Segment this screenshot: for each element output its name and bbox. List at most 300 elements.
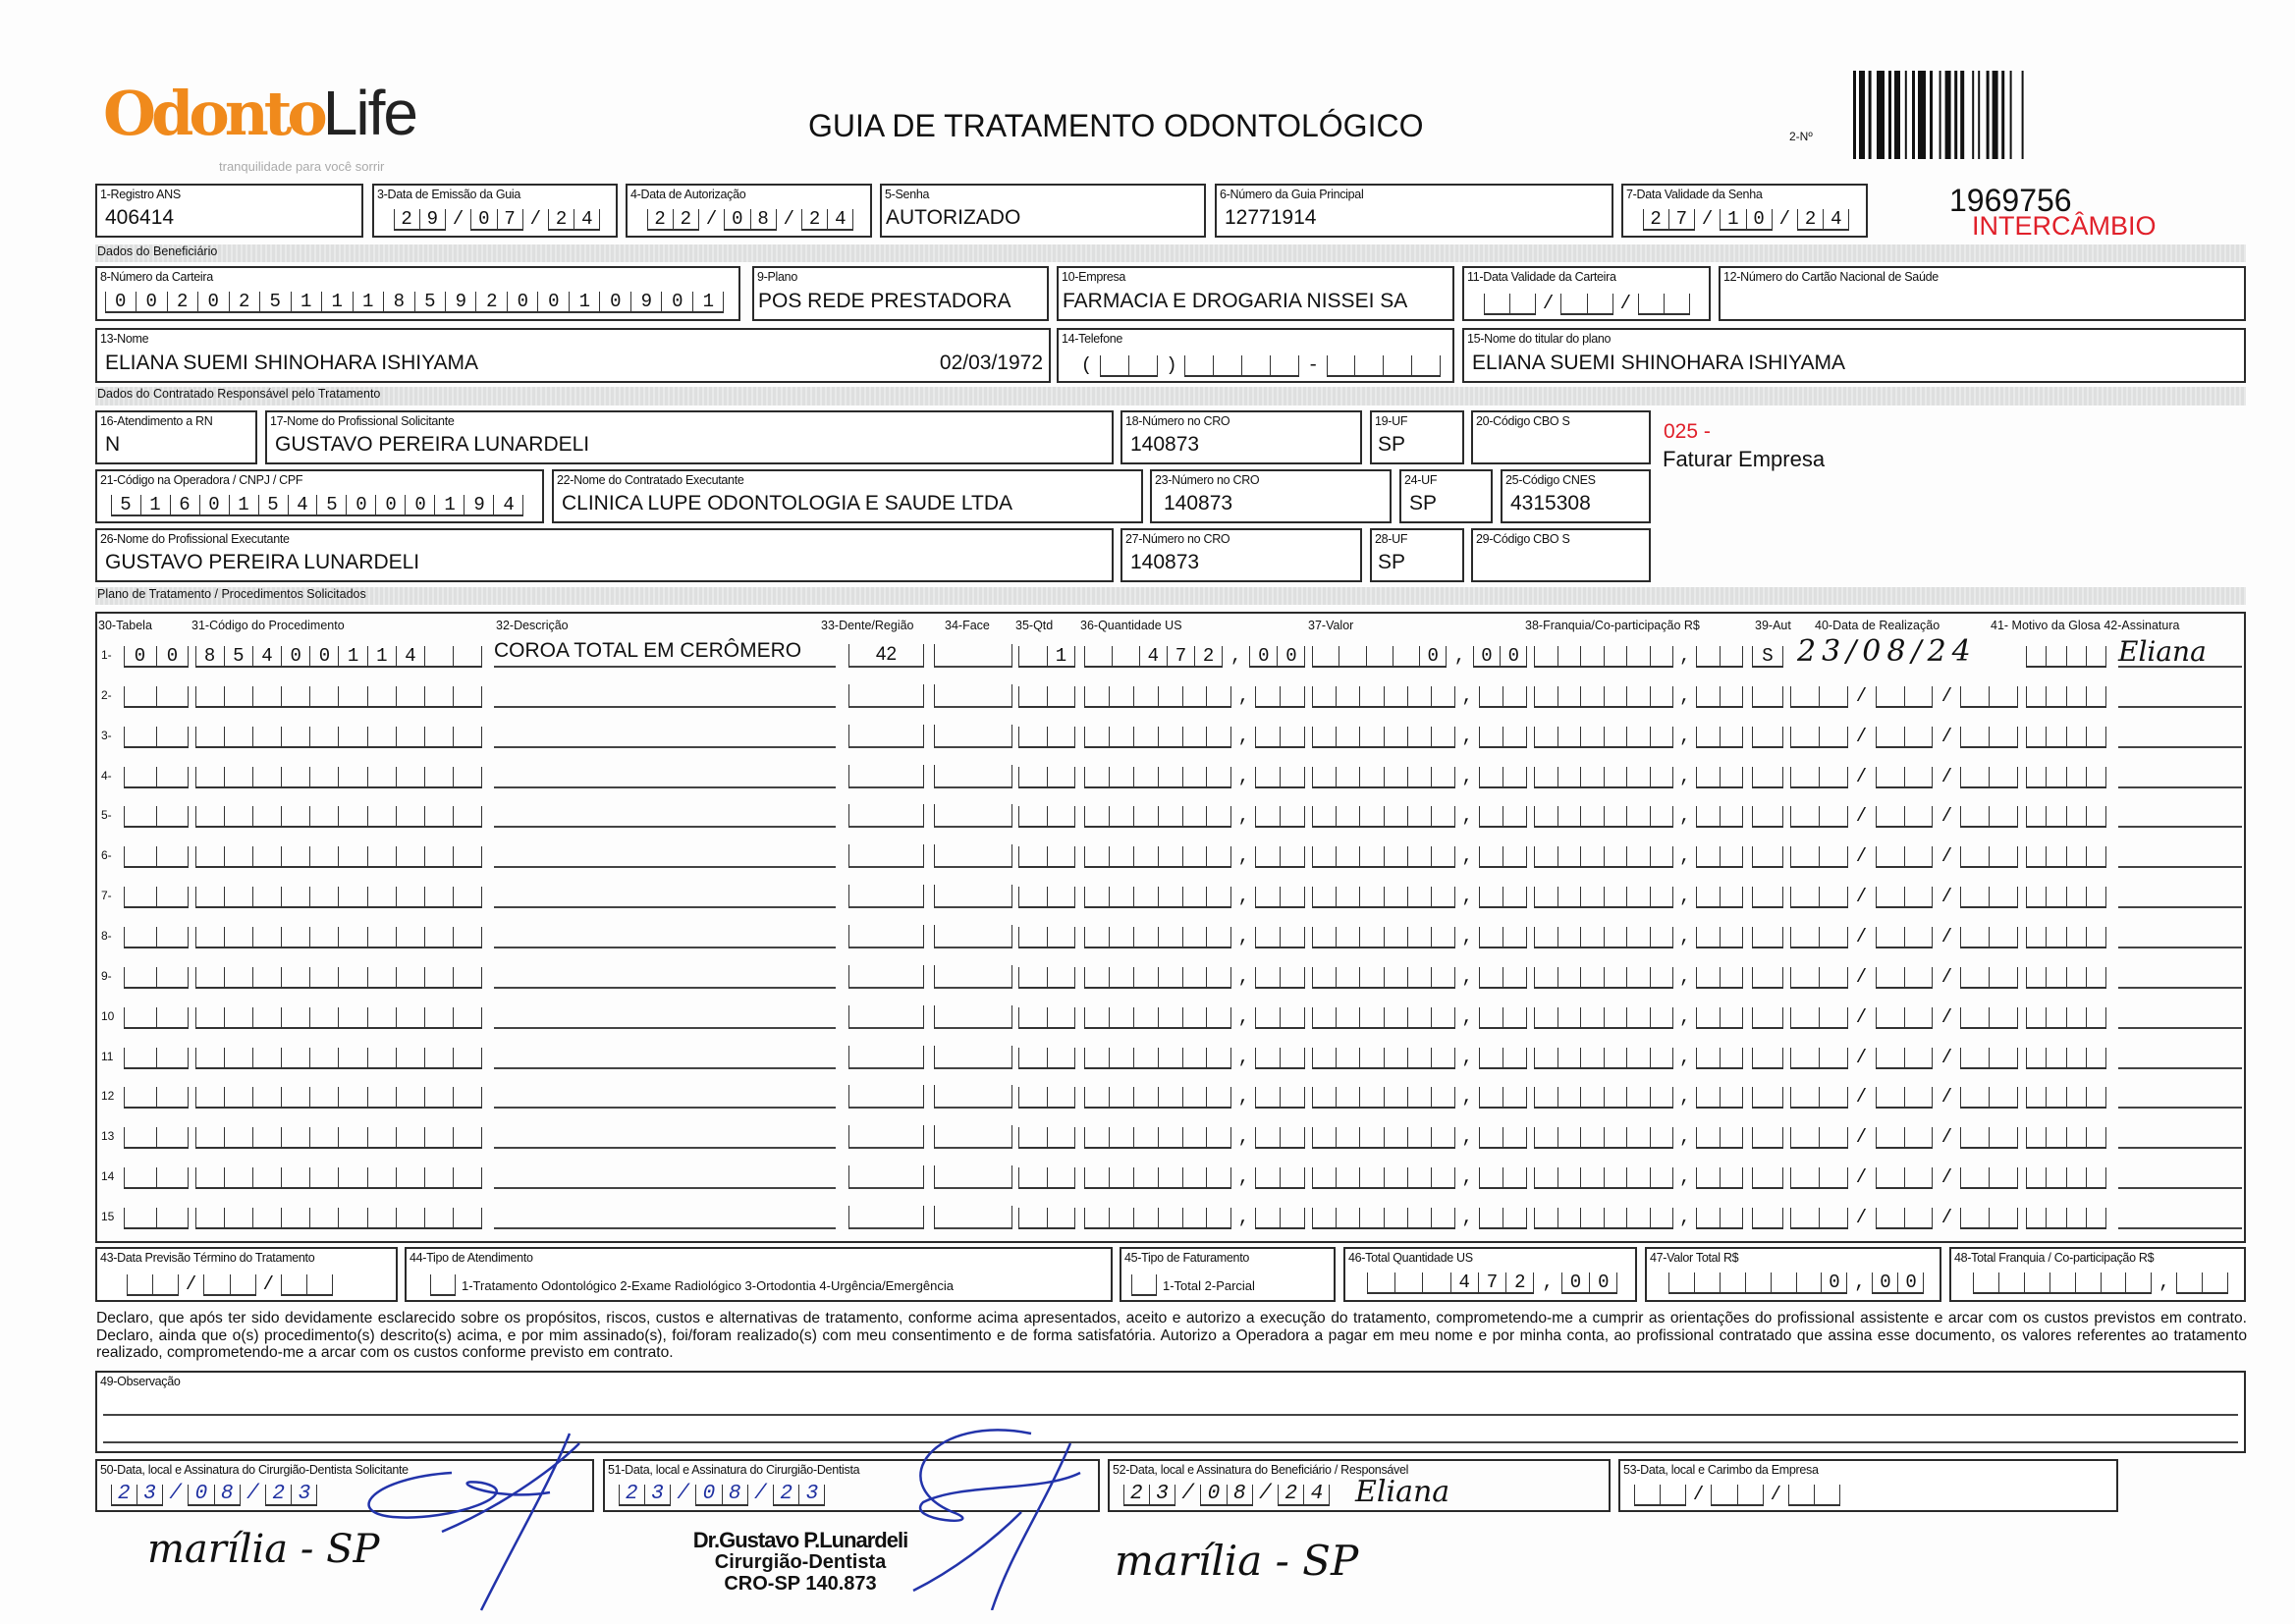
valor-boxes[interactable]	[1312, 1044, 1534, 1069]
authorization-date-field[interactable]	[626, 184, 872, 238]
dente-field[interactable]	[848, 925, 924, 948]
codigo-boxes[interactable]	[195, 923, 482, 948]
amount-boxes	[1668, 1269, 1932, 1294]
cro-18-field[interactable]	[1120, 410, 1362, 464]
barcode-bar	[1912, 71, 1915, 159]
motivo-boxes[interactable]	[2026, 1204, 2106, 1229]
billing-type-box[interactable]	[1131, 1271, 1157, 1296]
dente-field[interactable]	[848, 1005, 924, 1029]
aut-boxes[interactable]	[1752, 1204, 1783, 1229]
us-boxes[interactable]	[1084, 723, 1312, 748]
boxed-value	[1018, 967, 1084, 987]
tabela-boxes[interactable]	[124, 723, 189, 748]
barcode-bar	[1960, 71, 1964, 159]
codigo-boxes[interactable]	[195, 1083, 482, 1109]
tabela-boxes[interactable]	[124, 1044, 189, 1069]
operator-code-field[interactable]	[95, 469, 544, 523]
face-field[interactable]	[934, 644, 1012, 668]
boxed-value	[124, 1007, 199, 1027]
cbo-29-field[interactable]	[1471, 528, 1651, 582]
rn-field[interactable]	[95, 410, 257, 464]
billing-type-field[interactable]	[1120, 1247, 1336, 1302]
valor-boxes[interactable]	[1312, 1204, 1534, 1229]
aut-boxes[interactable]	[1752, 763, 1783, 788]
us-boxes[interactable]	[1084, 1164, 1312, 1189]
tabela-boxes[interactable]	[124, 883, 189, 908]
date-boxes[interactable]	[1790, 723, 2027, 748]
boxed-value: / /	[1798, 926, 2027, 948]
card-validity-field[interactable]	[1462, 266, 1711, 321]
aut-boxes[interactable]	[1752, 1044, 1783, 1069]
senha-field[interactable]	[880, 184, 1206, 238]
tabela-boxes[interactable]	[124, 642, 199, 668]
signature-field[interactable]	[2118, 680, 2242, 708]
plan-field[interactable]	[752, 266, 1049, 321]
qtd-boxes[interactable]	[1018, 1123, 1075, 1149]
boxed-value	[1018, 1087, 1084, 1107]
boxed-value: ,	[1540, 1126, 1750, 1149]
date-boxes[interactable]	[1790, 883, 2027, 908]
row-number: 5-	[101, 808, 112, 823]
motivo-boxes[interactable]	[2026, 963, 2106, 989]
dente-field[interactable]	[848, 804, 924, 828]
dente-field[interactable]	[848, 844, 924, 868]
description-field[interactable]	[494, 680, 836, 708]
aut-boxes[interactable]	[1752, 682, 1783, 708]
row-number: 4-	[101, 768, 112, 783]
franquia-boxes[interactable]	[1534, 923, 1750, 948]
codigo-boxes[interactable]	[195, 1003, 482, 1029]
description-field[interactable]	[494, 1121, 836, 1149]
date-boxes[interactable]	[1790, 842, 2027, 868]
tabela-boxes[interactable]	[124, 1204, 189, 1229]
signature-field[interactable]	[2118, 1202, 2242, 1229]
us-boxes[interactable]	[1084, 923, 1312, 948]
signature-field[interactable]	[2118, 921, 2242, 948]
face-field[interactable]	[934, 684, 1012, 708]
date-boxes[interactable]	[1790, 802, 2027, 828]
procedure-row	[95, 800, 2246, 830]
place-handwritten-left: marília - SP	[147, 1527, 380, 1572]
dente-field[interactable]	[848, 1165, 924, 1189]
field-value: ELIANA SUEMI SHINOHARA ISHIYAMA	[105, 352, 479, 374]
aut-boxes[interactable]	[1752, 642, 1794, 668]
guide-no-label: 2-Nº	[1789, 130, 1813, 143]
codigo-boxes[interactable]	[195, 963, 482, 989]
col-codigo: 31-Código do Procedimento	[191, 619, 345, 632]
franquia-boxes[interactable]	[1534, 963, 1750, 989]
motivo-boxes[interactable]	[2026, 642, 2106, 668]
franquia-boxes[interactable]	[1534, 1003, 1750, 1029]
description-field[interactable]	[494, 961, 836, 989]
aut-boxes[interactable]	[1752, 1083, 1783, 1109]
barcode-bar	[1978, 71, 1980, 159]
boxed-value	[124, 1127, 199, 1147]
field-value: POS REDE PRESTADORA	[758, 290, 1011, 312]
dente-field[interactable]	[848, 1125, 924, 1149]
description-field[interactable]	[494, 921, 836, 948]
cbo-20-field[interactable]	[1471, 410, 1651, 464]
motivo-boxes[interactable]	[2026, 1083, 2106, 1109]
valor-boxes[interactable]	[1312, 763, 1534, 788]
signature-field[interactable]	[2118, 800, 2242, 828]
valor-boxes[interactable]	[1312, 682, 1534, 708]
tabela-boxes[interactable]	[124, 1083, 189, 1109]
date-boxes[interactable]	[1790, 923, 2027, 948]
service-type-box[interactable]	[430, 1271, 456, 1296]
face-field[interactable]	[934, 1046, 1012, 1069]
tabela-boxes[interactable]	[124, 763, 189, 788]
boxed-value	[1752, 686, 1793, 706]
field-label: 23-Número no CRO	[1155, 473, 1260, 487]
cnes-field[interactable]	[1501, 469, 1651, 523]
tabela-boxes[interactable]	[124, 682, 189, 708]
tabela-boxes[interactable]	[124, 923, 189, 948]
us-boxes[interactable]	[1084, 1083, 1312, 1109]
codigo-boxes[interactable]	[195, 1164, 482, 1189]
face-field[interactable]	[934, 725, 1012, 748]
face-field[interactable]	[934, 1125, 1012, 1149]
codigo-boxes[interactable]	[195, 1204, 482, 1229]
qtd-boxes[interactable]	[1018, 723, 1075, 748]
boxed-value	[2026, 646, 2111, 666]
boxed-value: / /	[1641, 1484, 1848, 1505]
barcode-bar	[2022, 71, 2024, 159]
signature-field[interactable]	[2118, 840, 2242, 868]
field-value: GUSTAVO PEREIRA LUNARDELI	[105, 551, 420, 573]
face-field[interactable]	[934, 1005, 1012, 1029]
us-boxes[interactable]	[1084, 842, 1312, 868]
section-contracted: Dados do Contratado Responsável pelo Tratamento	[95, 387, 2246, 406]
us-boxes[interactable]	[1084, 1003, 1312, 1029]
motivo-boxes[interactable]	[2026, 802, 2106, 828]
requesting-professional-field[interactable]	[265, 410, 1114, 464]
dente-field[interactable]	[848, 765, 924, 788]
face-field[interactable]	[934, 965, 1012, 989]
qtd-boxes[interactable]	[1018, 1164, 1075, 1189]
qtd-boxes[interactable]	[1018, 842, 1075, 868]
phone-field[interactable]	[1057, 328, 1454, 383]
signature-field[interactable]	[2118, 961, 2242, 989]
beneficiary-signature-field[interactable]	[1108, 1459, 1611, 1512]
cns-field[interactable]	[1719, 266, 2246, 321]
face-field[interactable]	[934, 1165, 1012, 1189]
password-validity-field[interactable]	[1621, 184, 1868, 238]
signature-field[interactable]	[2118, 1081, 2242, 1109]
description-field[interactable]	[494, 800, 836, 828]
valor-boxes[interactable]	[1312, 1083, 1534, 1109]
codigo-boxes[interactable]	[195, 642, 491, 668]
boxed-value: ,	[1090, 1166, 1312, 1189]
franquia-boxes[interactable]	[1534, 1123, 1750, 1149]
date-boxes[interactable]	[1790, 682, 2027, 708]
description-field[interactable]	[494, 881, 836, 908]
cro-23-field[interactable]	[1150, 469, 1392, 523]
qtd-boxes[interactable]	[1018, 923, 1075, 948]
boxed-value: / /	[1798, 1005, 2027, 1028]
boxed-value	[195, 1087, 491, 1107]
boxed-value: / /	[1491, 293, 1698, 314]
qtd-boxes[interactable]	[1018, 682, 1075, 708]
dente-field[interactable]	[848, 725, 924, 748]
boxed-value	[1752, 967, 1793, 987]
boxed-value: / /	[1798, 765, 2027, 787]
codigo-boxes[interactable]	[195, 682, 482, 708]
franquia-boxes[interactable]	[1534, 682, 1750, 708]
qtd-boxes[interactable]	[1018, 1044, 1075, 1069]
face-field[interactable]	[934, 925, 1012, 948]
us-boxes[interactable]	[1084, 1204, 1312, 1229]
signature-field[interactable]	[2118, 1121, 2242, 1149]
col-tabela: 30-Tabela	[98, 619, 152, 632]
franquia-boxes[interactable]	[1534, 642, 1750, 668]
boxed-value	[1018, 767, 1084, 786]
description-field[interactable]	[494, 840, 836, 868]
face-field[interactable]	[934, 1206, 1012, 1229]
qtd-boxes[interactable]	[1018, 1204, 1075, 1229]
signature-field[interactable]	[2118, 881, 2242, 908]
motivo-boxes[interactable]	[2026, 1003, 2106, 1029]
boxed-value: / /	[1798, 725, 2027, 747]
boxed-value	[2026, 1167, 2111, 1187]
qtd-boxes[interactable]	[1018, 802, 1075, 828]
codigo-boxes[interactable]	[195, 723, 482, 748]
field-label: 52-Data, local e Assinatura do Beneficiário / Responsável	[1113, 1463, 1409, 1477]
aut-boxes[interactable]	[1752, 1003, 1783, 1029]
boxed-value: / /	[1798, 684, 2027, 707]
tabela-boxes[interactable]	[124, 1123, 189, 1149]
field-label: 14-Telefone	[1062, 332, 1123, 346]
codigo-boxes[interactable]	[195, 1044, 482, 1069]
valor-boxes[interactable]	[1312, 642, 1535, 668]
motivo-boxes[interactable]	[2026, 763, 2106, 788]
date-boxes[interactable]	[1790, 1204, 2027, 1229]
valor-boxes[interactable]	[1312, 1003, 1534, 1029]
total-value-field[interactable]	[1645, 1247, 1941, 1302]
card-number-field[interactable]	[95, 266, 740, 321]
uf-19-field[interactable]	[1370, 410, 1464, 464]
total-us-field[interactable]	[1343, 1247, 1637, 1302]
boxed-value	[2026, 846, 2111, 866]
motivo-boxes[interactable]	[2026, 923, 2106, 948]
signature-field[interactable]: Eliana	[2118, 640, 2242, 668]
boxed-value: ,	[1540, 926, 1750, 948]
valor-boxes[interactable]	[1312, 723, 1534, 748]
total-franchise-field[interactable]	[1949, 1247, 2246, 1302]
us-boxes[interactable]	[1084, 763, 1312, 788]
dente-field[interactable]	[848, 1085, 924, 1109]
row-number: 14	[101, 1169, 115, 1184]
qtd-boxes[interactable]	[1018, 883, 1075, 908]
dente-field[interactable]	[848, 1206, 924, 1229]
boxed-value: S	[1762, 645, 1794, 667]
boxed-value	[195, 1048, 491, 1067]
us-boxes[interactable]	[1084, 883, 1312, 908]
valor-boxes[interactable]	[1312, 842, 1534, 868]
barcode-bar	[1888, 71, 1891, 159]
face-field[interactable]	[934, 765, 1012, 788]
codigo-boxes[interactable]	[195, 842, 482, 868]
description-field[interactable]	[494, 721, 836, 748]
boxed-value	[195, 846, 491, 866]
date-boxes[interactable]	[1790, 763, 2027, 788]
qtd-boxes[interactable]	[1018, 763, 1075, 788]
us-boxes[interactable]	[1084, 1044, 1312, 1069]
date-boxes[interactable]	[1790, 1123, 2027, 1149]
boxed-value: / /	[1798, 886, 2027, 908]
face-field[interactable]	[934, 844, 1012, 868]
dente-field[interactable]	[848, 965, 924, 989]
signature-field[interactable]	[2118, 1001, 2242, 1029]
us-boxes[interactable]	[1084, 802, 1312, 828]
description-field[interactable]	[494, 1162, 836, 1189]
valor-boxes[interactable]	[1312, 963, 1534, 989]
us-boxes[interactable]	[1084, 642, 1314, 668]
face-field[interactable]	[934, 804, 1012, 828]
barcode-bar	[1905, 71, 1907, 159]
boxed-value: 85400114	[203, 645, 491, 667]
boxed-value: ,	[1540, 684, 1750, 707]
date-boxes[interactable]	[1790, 1164, 2027, 1189]
us-boxes[interactable]	[1084, 1123, 1312, 1149]
franquia-boxes[interactable]	[1534, 883, 1750, 908]
boxed-value	[2026, 686, 2111, 706]
main-guide-number-field[interactable]	[1215, 184, 1613, 238]
franquia-boxes[interactable]	[1534, 1204, 1750, 1229]
valor-boxes[interactable]	[1312, 1123, 1534, 1149]
field-label: 45-Tipo de Faturamento	[1124, 1251, 1250, 1265]
boxed-value: 23/08/23	[625, 1483, 832, 1505]
aut-boxes[interactable]	[1752, 1123, 1783, 1149]
us-boxes[interactable]	[1084, 682, 1312, 708]
date-boxes[interactable]	[1790, 963, 2027, 989]
franquia-boxes[interactable]	[1534, 1083, 1750, 1109]
boxed-value: / /	[1798, 1046, 2027, 1068]
face-field[interactable]	[934, 885, 1012, 908]
motivo-boxes[interactable]	[2026, 883, 2106, 908]
tabela-boxes[interactable]	[124, 1164, 189, 1189]
aut-boxes[interactable]	[1752, 883, 1783, 908]
uf-28-field[interactable]	[1370, 528, 1464, 582]
franquia-boxes[interactable]	[1534, 802, 1750, 828]
boxed-value	[1018, 846, 1084, 866]
tabela-boxes[interactable]	[124, 1003, 189, 1029]
aut-boxes[interactable]	[1752, 842, 1783, 868]
tabela-boxes[interactable]	[124, 963, 189, 989]
aut-boxes[interactable]	[1752, 802, 1783, 828]
boxed-value: 0,00	[1319, 645, 1535, 667]
company-field[interactable]	[1057, 266, 1454, 321]
motivo-boxes[interactable]	[2026, 682, 2106, 708]
uf-24-field[interactable]	[1399, 469, 1493, 523]
signature-field[interactable]	[2118, 1042, 2242, 1069]
boxed-value	[2026, 1127, 2111, 1147]
description-field[interactable]	[494, 1001, 836, 1029]
franquia-boxes[interactable]	[1534, 723, 1750, 748]
aut-boxes[interactable]	[1752, 963, 1783, 989]
us-boxes[interactable]	[1084, 963, 1312, 989]
boxed-value: ,	[1540, 765, 1750, 787]
tabela-boxes[interactable]	[124, 842, 189, 868]
signature-field[interactable]	[2118, 721, 2242, 748]
executing-contractor-field[interactable]	[552, 469, 1143, 523]
qtd-boxes[interactable]	[1018, 642, 1084, 668]
signature-field[interactable]	[2118, 1162, 2242, 1189]
aut-boxes[interactable]	[1752, 723, 1783, 748]
dente-field[interactable]	[848, 1046, 924, 1069]
procedure-row	[95, 840, 2246, 870]
motivo-boxes[interactable]	[2026, 842, 2106, 868]
valor-boxes[interactable]	[1312, 802, 1534, 828]
executing-professional-field[interactable]	[95, 528, 1114, 582]
dente-field[interactable]	[848, 885, 924, 908]
description-field[interactable]	[494, 1042, 836, 1069]
description-field[interactable]: COROA TOTAL EM CERÔMERO	[494, 640, 836, 668]
franquia-boxes[interactable]	[1534, 1044, 1750, 1069]
boxed-value: ,	[1318, 1005, 1534, 1028]
codigo-boxes[interactable]	[195, 1123, 482, 1149]
plan-holder-field[interactable]	[1462, 328, 2246, 383]
procedure-row	[95, 1042, 2246, 1071]
cro-27-field[interactable]	[1120, 528, 1362, 582]
motivo-boxes[interactable]	[2026, 1123, 2106, 1149]
treatment-end-date-field[interactable]	[95, 1247, 398, 1302]
dente-field[interactable]: 42	[848, 644, 924, 668]
company-stamp-field[interactable]	[1618, 1459, 2118, 1512]
boxed-value	[2026, 1208, 2111, 1227]
codigo-boxes[interactable]	[195, 883, 482, 908]
row-number: 1-	[101, 648, 112, 662]
aut-boxes[interactable]	[1752, 923, 1783, 948]
description-field[interactable]	[494, 1081, 836, 1109]
franquia-boxes[interactable]	[1534, 842, 1750, 868]
qtd-boxes[interactable]	[1018, 1003, 1075, 1029]
field-label: 17-Nome do Profissional Solicitante	[270, 414, 455, 428]
date-boxes[interactable]	[1790, 1083, 2027, 1109]
franquia-boxes[interactable]	[1534, 1164, 1750, 1189]
name-field[interactable]	[95, 328, 1051, 383]
aut-boxes[interactable]	[1752, 1164, 1783, 1189]
emission-date-field[interactable]	[372, 184, 618, 238]
codigo-boxes[interactable]	[195, 802, 482, 828]
codigo-boxes[interactable]	[195, 763, 482, 788]
motivo-boxes[interactable]	[2026, 1164, 2106, 1189]
valor-boxes[interactable]	[1312, 1164, 1534, 1189]
franquia-boxes[interactable]	[1534, 763, 1750, 788]
description-field[interactable]	[494, 761, 836, 788]
description-field[interactable]	[494, 1202, 836, 1229]
motivo-boxes[interactable]	[2026, 723, 2106, 748]
registro-ans-field[interactable]	[95, 184, 363, 238]
motivo-boxes[interactable]	[2026, 1044, 2106, 1069]
dente-field[interactable]	[848, 684, 924, 708]
tabela-boxes[interactable]	[124, 802, 189, 828]
boxed-value	[1752, 927, 1793, 947]
boxed-value: / /	[1798, 965, 2027, 988]
signature-field[interactable]	[2118, 761, 2242, 788]
boxed-value: ,	[1540, 1086, 1750, 1109]
face-field[interactable]	[934, 1085, 1012, 1109]
date-boxes[interactable]	[1790, 1003, 2027, 1029]
row-number: 13	[101, 1129, 115, 1144]
qtd-boxes[interactable]	[1018, 1083, 1075, 1109]
date-boxes[interactable]	[1790, 1044, 2027, 1069]
valor-boxes[interactable]	[1312, 923, 1534, 948]
field-value: N	[105, 433, 121, 456]
service-type-field[interactable]	[405, 1247, 1113, 1302]
valor-boxes[interactable]	[1312, 883, 1534, 908]
qtd-boxes[interactable]	[1018, 963, 1075, 989]
